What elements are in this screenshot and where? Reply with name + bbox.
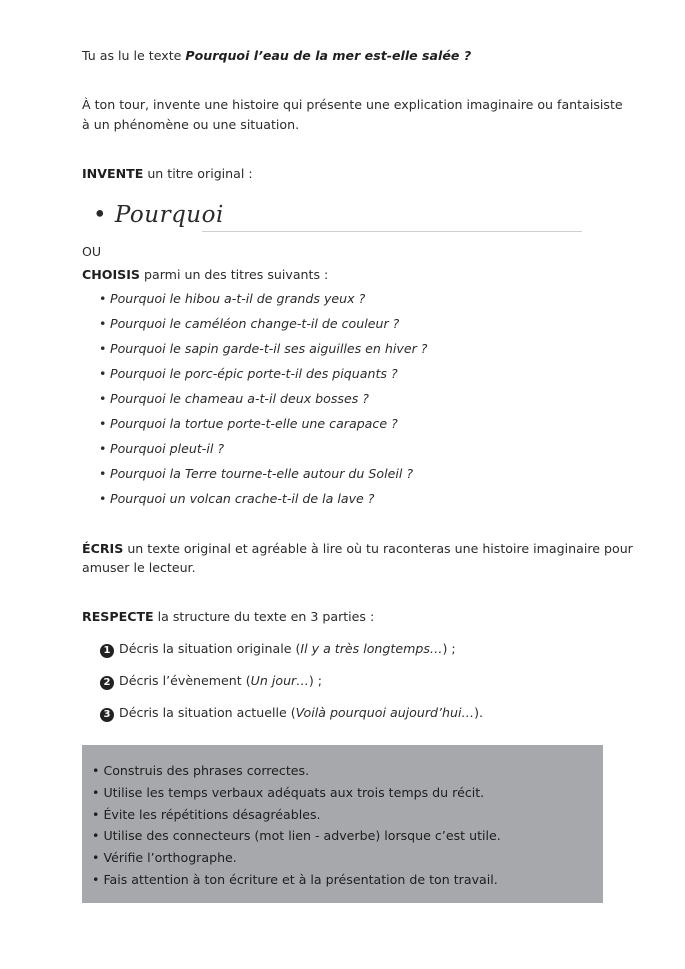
tip-item: • Vérifie l’orthographe. — [92, 850, 237, 866]
ou-text: OU — [82, 244, 102, 259]
tip-text: Vérifie l’orthographe. — [103, 850, 237, 866]
title-option: Pourquoi le porc-épic porte-t-il des piquants ? — [110, 366, 398, 381]
step-text: Décris la situation originale ( — [119, 641, 301, 656]
tip-item: • Fais attention à ton écriture et à la présentation de ton travail. — [92, 871, 498, 887]
title-options-list — [99, 289, 427, 514]
title-option: Pourquoi pleut-il ? — [110, 441, 225, 456]
step-example: Un jour… — [250, 673, 309, 688]
step-end: ) ; — [442, 641, 456, 656]
title-option: Pourquoi un volcan crache-t-il de la lave ? — [110, 491, 375, 506]
instruction-line-2: à un phénomène ou une situation. — [82, 117, 300, 132]
tip-text: Utilise des connecteurs (mot lien - adverbe) lorsque c’est utile. — [103, 828, 501, 844]
invente-instruction — [82, 164, 253, 184]
handwritten-word: Pourquoi — [114, 202, 224, 228]
step-item — [100, 670, 483, 702]
ecris-line-2: amuser le lecteur. — [82, 560, 196, 575]
story-title: Pourquoi l’eau de la mer est-elle salée ? — [185, 48, 472, 63]
step-example: Voilà pourquoi aujourd’hui… — [295, 705, 475, 720]
choisis-instruction — [82, 265, 328, 285]
list-item: • Pourquoi pleut-il ? — [99, 441, 225, 456]
writing-line — [202, 231, 582, 232]
respecte-keyword: RESPECTE — [82, 609, 154, 624]
ecris-instruction — [82, 539, 633, 559]
title-option: Pourquoi le sapin garde-t-il ses aiguilles en hiver ? — [110, 341, 428, 356]
title-option: Pourquoi la Terre tourne-t-elle autour du Soleil ? — [110, 466, 414, 481]
ecris-keyword: ÉCRIS — [82, 541, 124, 556]
intro-text — [82, 46, 471, 66]
list-item: • Pourquoi le caméléon change-t-il de couleur ? — [99, 316, 400, 331]
title-option: Pourquoi le hibou a-t-il de grands yeux ? — [110, 291, 366, 306]
list-item: • Pourquoi le chameau a-t-il deux bosses ? — [99, 391, 369, 406]
ecris-rest: un texte original et agréable à lire où tu raconteras une histoire imaginaire pour — [123, 541, 633, 556]
step-number-icon: 1 — [100, 644, 114, 658]
step-text: Décris la situation actuelle ( — [119, 705, 296, 720]
list-item: • Pourquoi le sapin garde-t-il ses aiguilles en hiver ? — [99, 341, 428, 356]
tips-box — [82, 745, 603, 903]
list-item: • Pourquoi le porc-épic porte-t-il des piquants ? — [99, 366, 398, 381]
instruction-line-1: À ton tour, invente une histoire qui présente une explication imaginaire ou fantaisiste — [82, 97, 623, 112]
respecte-instruction — [82, 607, 374, 627]
tip-item: • Évite les répétitions désagréables. — [92, 806, 321, 822]
tip-text: Évite les répétitions désagréables. — [103, 806, 321, 822]
invente-keyword: INVENTE — [82, 166, 144, 181]
intro-prefix: Tu as lu le texte — [82, 48, 186, 63]
choisis-keyword: CHOISIS — [82, 267, 141, 282]
handwritten-title-start — [93, 202, 224, 228]
structure-steps — [100, 638, 483, 734]
list-item: • Pourquoi la Terre tourne-t-elle autour du Soleil ? — [99, 466, 414, 481]
list-item: • Pourquoi la tortue porte-t-elle une carapace ? — [99, 416, 398, 431]
step-item — [100, 638, 483, 670]
handwritten-bullet: • — [93, 202, 108, 228]
step-item — [100, 702, 483, 734]
title-option: Pourquoi la tortue porte-t-elle une carapace ? — [110, 416, 398, 431]
choisis-rest: parmi un des titres suivants : — [140, 267, 329, 282]
invente-rest: un titre original : — [143, 166, 253, 181]
tip-item: • Utilise des connecteurs (mot lien - adverbe) lorsque c’est utile. — [92, 828, 501, 844]
step-number-icon: 2 — [100, 676, 114, 690]
title-writing-line[interactable] — [93, 202, 593, 234]
title-option: Pourquoi le caméléon change-t-il de couleur ? — [110, 316, 400, 331]
title-option: Pourquoi le chameau a-t-il deux bosses ? — [110, 391, 369, 406]
list-item: • Pourquoi un volcan crache-t-il de la lave ? — [99, 491, 375, 506]
step-end: ) ; — [308, 673, 322, 688]
tip-text: Fais attention à ton écriture et à la présentation de ton travail. — [103, 871, 498, 887]
step-example: Il y a très longtemps… — [300, 641, 443, 656]
step-text: Décris l’évènement ( — [119, 673, 251, 688]
step-number-icon: 3 — [100, 708, 114, 722]
list-item: • Pourquoi le hibou a-t-il de grands yeux ? — [99, 291, 366, 306]
respecte-rest: la structure du texte en 3 parties : — [153, 609, 375, 624]
tips-list — [82, 745, 603, 892]
tip-item: • Construis des phrases correctes. — [92, 763, 310, 778]
tip-item: • Utilise les temps verbaux adéquats aux trois temps du récit. — [92, 784, 485, 800]
tip-text: Utilise les temps verbaux adéquats aux trois temps du récit. — [103, 784, 485, 800]
step-end: ). — [474, 705, 484, 720]
tip-text: Construis des phrases correctes. — [103, 763, 310, 778]
